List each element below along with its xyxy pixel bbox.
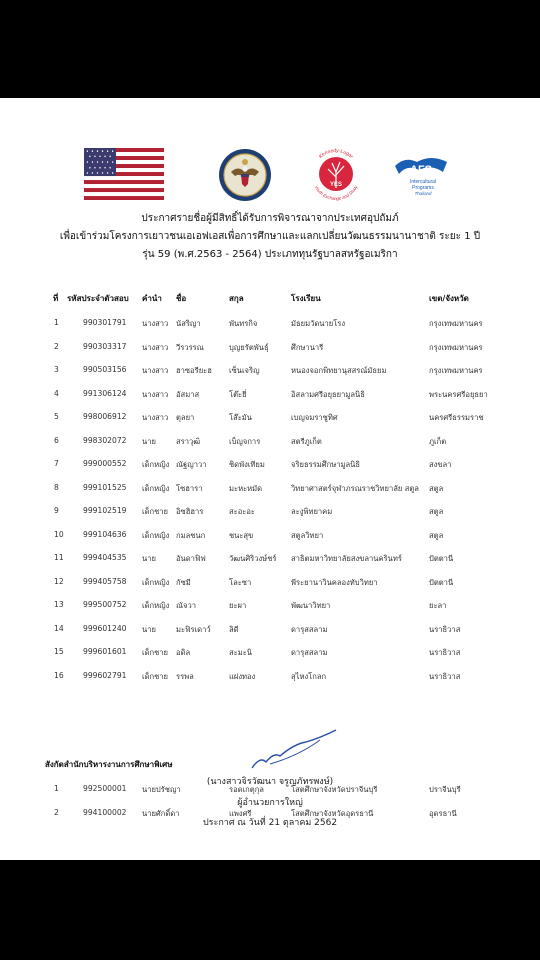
- logo-bar: [0, 148, 540, 208]
- announcement-heading: [0, 210, 540, 264]
- header-last-name: สกุล: [229, 294, 244, 303]
- row-first-name: มะฟิรเดาว์: [176, 624, 211, 634]
- row-first-name: ตุลยา: [176, 413, 195, 422]
- header-province: เขต/จังหวัด: [429, 294, 469, 303]
- row-last-name: แฝงทอง: [229, 671, 256, 681]
- row-no: 1: [54, 318, 59, 327]
- table-row: [0, 483, 540, 495]
- row-exam-id: 999104636: [83, 529, 127, 539]
- row-first-name: นัสริญา: [176, 319, 201, 328]
- row-title: นางสาว: [142, 319, 169, 328]
- table-row: [0, 342, 540, 354]
- row-school: พัฒนาวิทยา: [291, 601, 331, 610]
- row-last-name: ยะผา: [229, 601, 247, 610]
- row-last-name: ชนะสุข: [229, 530, 254, 540]
- row-school: ละงูพิทยาคม: [291, 507, 333, 516]
- row-last-name: วัฒนศิริวงษ์ชร์: [229, 554, 277, 563]
- state-department-seal-icon: [218, 148, 272, 202]
- row-first-name: อัสมาส: [176, 389, 200, 399]
- table-row: [0, 389, 540, 401]
- row-first-name: กมลชนก: [176, 530, 206, 540]
- special-section-title: สังกัดสำนักบริหารงานการศึกษาพิเศษ: [45, 760, 173, 769]
- row-school: อิสลามศรีอยุธยามูลนิธิ: [291, 389, 365, 399]
- header-first-name: ชื่อ: [176, 294, 187, 303]
- signature-icon: [250, 726, 338, 772]
- row-province: นราธิวาส: [429, 648, 461, 657]
- afs-sub1-text: Intercultural: [409, 179, 437, 185]
- row-exam-id: 990303317: [83, 341, 127, 351]
- row-exam-id: 998006912: [83, 412, 127, 421]
- row-title: เด็กหญิง: [142, 530, 170, 540]
- row-exam-id: 990503156: [83, 365, 127, 374]
- row-no: 16: [54, 670, 64, 680]
- signatory-name: (นางสาวจิรวัฒนา จรูญภัทรพงษ์): [206, 777, 334, 787]
- table-row: [0, 577, 540, 589]
- row-province: ปัตตานี: [429, 554, 454, 563]
- row-first-name: กัซมี: [176, 577, 191, 587]
- row-school: เบญจมราชูทิศ: [291, 413, 338, 422]
- row-no: 12: [54, 576, 64, 586]
- row-exam-id: 994100002: [83, 808, 127, 817]
- afs-sub2-text: Programs: [412, 185, 434, 191]
- kennedy-lugar-yes-logo-icon: [306, 144, 366, 206]
- table-row: [0, 530, 540, 542]
- signatory-position: ผู้อำนวยการใหญ่: [237, 798, 303, 808]
- row-no: 2: [54, 341, 59, 351]
- row-exam-id: 999405758: [83, 576, 127, 586]
- row-exam-id: 992500001: [83, 784, 127, 793]
- row-school: วิทยาศาสตร์จุฬาภรณราชวิทยาลัย สตูล: [291, 483, 419, 493]
- row-last-name: แพงศรี: [229, 809, 252, 818]
- row-school: ดารุสสลาม: [291, 648, 328, 657]
- row-province: นราธิวาส: [429, 624, 461, 634]
- row-last-name: บุญยรัตพันธุ์: [229, 342, 269, 352]
- header-title: คำนำ: [142, 294, 162, 303]
- row-school: หนองจอกพิทยานุสสรณ์มัธยม: [291, 366, 387, 375]
- row-school: จริยธรรมศึกษามูลนิธิ: [291, 460, 360, 469]
- row-title: เด็กหญิง: [142, 483, 170, 493]
- row-first-name: รรพล: [176, 671, 194, 681]
- row-province: ยะลา: [429, 601, 447, 610]
- row-no: 10: [54, 529, 64, 539]
- row-no: 1: [54, 784, 59, 793]
- row-no: 7: [54, 459, 59, 468]
- afs-sub3-text: Thailand: [414, 191, 432, 196]
- row-province: ปัตตานี: [429, 577, 454, 587]
- row-title: นางสาว: [142, 342, 169, 352]
- row-school: สตรีภูเก็ต: [291, 436, 322, 446]
- row-title: นางสาว: [142, 389, 169, 399]
- row-province: กรุงเทพมหานคร: [429, 366, 483, 375]
- row-school: มัธยมวัดนายโรง: [291, 319, 346, 328]
- row-first-name: อันดาฟิฟ: [176, 554, 206, 563]
- table-row: [0, 506, 540, 518]
- row-first-name: อิซฮิฮาร: [176, 507, 204, 516]
- row-exam-id: 999500752: [83, 600, 127, 609]
- table-row: [0, 436, 540, 448]
- row-province: ภูเก็ต: [429, 436, 447, 446]
- table-row: [0, 600, 540, 612]
- row-school: โสตศึกษาจังหวัดปราจีนบุรี: [291, 785, 378, 794]
- row-last-name: มะหะหมัด: [229, 483, 263, 493]
- afs-main-text: AFS: [410, 164, 432, 176]
- row-full-name: นายศักดิ์ดา: [142, 809, 180, 818]
- row-first-name: ณัฐญาวา: [176, 460, 207, 469]
- row-title: นางสาว: [142, 413, 169, 422]
- row-no: 14: [54, 623, 64, 633]
- row-exam-id: 991306124: [83, 388, 127, 398]
- row-last-name: สะอะอะ: [229, 507, 255, 516]
- row-first-name: ฮาซอรียะฮ: [176, 366, 212, 375]
- row-school: พีระยานาวินคลองทับวิทยา: [291, 577, 378, 587]
- row-province: กรุงเทพมหานคร: [429, 319, 483, 328]
- row-no: 15: [54, 647, 64, 656]
- kl-center-text: YES: [329, 182, 343, 188]
- table-row: [0, 647, 540, 659]
- row-no: 11: [54, 553, 64, 562]
- heading-line-1: ประกาศรายชื่อผู้มีสิทธิ์ได้รับการพิจารณาจากประเทศอุปถัมภ์: [141, 213, 399, 224]
- row-province: ปราจีนบุรี: [429, 785, 461, 794]
- table-row: [0, 624, 540, 636]
- header-no: ที่: [53, 294, 59, 303]
- row-exam-id: 999102519: [83, 506, 127, 515]
- row-full-name: นายปรัชญา: [142, 785, 181, 794]
- row-title: เด็กชาย: [142, 671, 168, 681]
- kl-top-text: Kennedy-Lugar: [317, 147, 355, 160]
- row-no: 5: [54, 412, 59, 421]
- row-province: สงขลา: [429, 460, 452, 469]
- row-province: พระนครศรีอยุธยา: [429, 389, 488, 399]
- row-first-name: วีรวรรณ: [176, 342, 204, 352]
- table-header: [0, 292, 540, 304]
- row-last-name: โส๊ะมัน: [229, 413, 252, 422]
- row-school: โสตศึกษาจังหวัดอุดรธานี: [291, 809, 374, 818]
- row-province: นครศรีธรรมราช: [429, 413, 484, 422]
- table-row: [0, 459, 540, 471]
- row-title: นาย: [142, 624, 156, 634]
- kl-bottom-text: Youth Exchange and Study: [313, 184, 359, 202]
- row-first-name: โซฮารา: [176, 483, 203, 493]
- us-flag-icon: [84, 148, 164, 200]
- row-title: นางสาว: [142, 366, 169, 375]
- row-last-name: โละซา: [229, 577, 252, 587]
- row-exam-id: 999101525: [83, 482, 127, 492]
- heading-line-2: เพื่อเข้าร่วมโครงการเยาวชนเอเอฟเอสเพื่อการศึกษาและแลกเปลี่ยนวัฒนธรรมนานาชาติ ระยะ 1 ปี: [59, 231, 481, 242]
- row-exam-id: 999601240: [83, 623, 127, 633]
- row-school: สุไหงโกลก: [291, 671, 327, 681]
- row-title: เด็กหญิง: [142, 460, 170, 469]
- row-exam-id: 998302072: [83, 435, 127, 445]
- row-last-name: สะมะนิ: [229, 648, 252, 657]
- row-province: สตูล: [429, 507, 444, 516]
- row-last-name: โต๊ะยี่: [229, 389, 247, 399]
- row-school: ดารุสสลาม: [291, 624, 328, 634]
- row-no: 13: [54, 600, 64, 609]
- row-first-name: สราวุฒิ: [176, 436, 201, 446]
- row-first-name: ณัจวา: [176, 601, 197, 610]
- heading-line-3: รุ่น 59 (พ.ศ.2563 - 2564) ประเภททุนรัฐบาลสหรัฐอเมริกา: [142, 249, 398, 260]
- table-row: [0, 671, 540, 683]
- row-last-name: ลิดี: [229, 624, 239, 634]
- row-last-name: เซ็นเจริญ: [229, 366, 260, 375]
- row-school: สตูลวิทยา: [291, 530, 324, 540]
- table-row: [0, 318, 540, 330]
- row-no: 2: [54, 808, 59, 817]
- row-province: กรุงเทพมหานคร: [429, 342, 483, 352]
- table-row: [0, 365, 540, 377]
- row-no: 4: [54, 388, 59, 398]
- row-last-name: เบ็ญจการ: [229, 436, 261, 446]
- row-no: 6: [54, 435, 59, 445]
- header-exam-id: รหัสประจำตัวสอบ: [67, 294, 129, 303]
- row-province: อุดรธานี: [429, 809, 457, 818]
- announcement-date: ประกาศ ณ วันที่ 21 ตุลาคม 2562: [202, 818, 338, 828]
- row-no: 3: [54, 365, 59, 374]
- row-province: สตูล: [429, 483, 444, 493]
- row-title: นาย: [142, 554, 156, 563]
- row-no: 9: [54, 506, 59, 515]
- row-exam-id: 999000552: [83, 459, 127, 468]
- row-school: ศึกษานารี: [291, 342, 324, 352]
- table-row: [0, 553, 540, 565]
- table-row: [0, 412, 540, 424]
- row-title: เด็กหญิง: [142, 577, 170, 587]
- row-title: เด็กหญิง: [142, 601, 170, 610]
- row-first-name: อดิล: [176, 648, 191, 657]
- row-last-name: รอดเกตุกุล: [229, 785, 264, 794]
- row-province: นราธิวาส: [429, 671, 461, 681]
- row-exam-id: 990301791: [83, 318, 127, 327]
- row-last-name: ชิดพังเทียม: [229, 460, 265, 469]
- row-title: เด็กชาย: [142, 507, 168, 516]
- row-exam-id: 999601601: [83, 647, 127, 656]
- row-school: สาธิตมหาวิทยาลัยสงขลานครินทร์: [291, 554, 402, 563]
- header-school: โรงเรียน: [291, 294, 321, 303]
- afs-logo-icon: [391, 150, 453, 202]
- row-province: สตูล: [429, 530, 444, 540]
- row-title: นาย: [142, 436, 156, 446]
- row-title: เด็กชาย: [142, 648, 168, 657]
- row-exam-id: 999404535: [83, 553, 127, 562]
- row-no: 8: [54, 482, 59, 492]
- document-page: [0, 98, 540, 860]
- row-last-name: พันทรกิจ: [229, 319, 258, 328]
- row-exam-id: 999602791: [83, 670, 127, 680]
